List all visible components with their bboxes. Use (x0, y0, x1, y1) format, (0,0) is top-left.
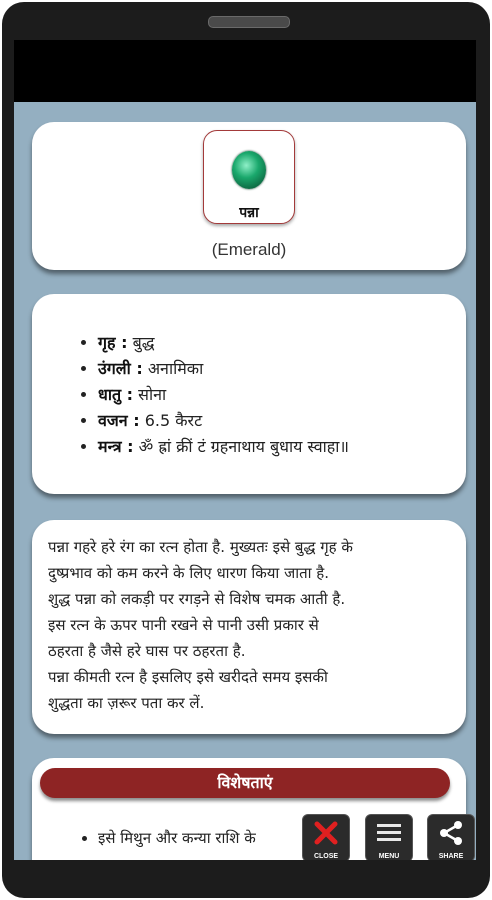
description-line: ठहरता है जैसे हरे घास पर ठहरता है. (48, 642, 246, 660)
description-line: दुष्प्रभाव को कम करने के लिए धारण किया जाता है. (48, 564, 330, 582)
attribute-item (98, 382, 349, 408)
attribute-value: 6.5 कैरट (139, 411, 203, 430)
attribute-value: ॐ ह्रां क्रीं टं ग्रहनाथाय बुधाय स्वाहा॥ (133, 437, 349, 456)
attribute-item (98, 434, 349, 460)
description-line: पन्ना गहरे हरे रंग का रत्न होता है. मुख्यतः इसे बुद्ध गृह के (48, 538, 353, 556)
attribute-key: गृह : (98, 333, 128, 352)
description-text (48, 534, 458, 716)
attribute-item (98, 408, 349, 434)
menu-icon (375, 819, 403, 847)
close-icon (312, 819, 340, 847)
phone-speaker (208, 16, 290, 28)
attribute-value: सोना (133, 385, 167, 404)
description-line: इस रत्न के ऊपर पानी रखने से पानी उसी प्रकार से (48, 616, 319, 634)
app-screen (14, 102, 476, 860)
menu-label: MENU (378, 853, 400, 860)
gem-name: पन्ना (239, 205, 259, 221)
gem-header-card (32, 122, 466, 270)
description-line: पन्ना कीमती रत्न है इसलिए इसे खरीदते समय इसकी (48, 668, 328, 686)
attribute-value: अनामिका (142, 359, 204, 378)
description-line: शुद्धता का ज़रूर पता कर लें. (48, 694, 205, 712)
attributes-card (32, 294, 466, 494)
close-button[interactable] (302, 814, 350, 860)
gem-image-box (203, 130, 295, 224)
description-line: शुद्ध पन्ना को लकड़ी पर रगड़ने से विशेष चमक आती है. (48, 590, 346, 608)
features-list (98, 826, 256, 850)
attribute-key: मन्त्र : (98, 437, 134, 456)
share-button[interactable] (427, 814, 475, 860)
description-card (32, 520, 466, 734)
feature-item: • इसे मिथुन और कन्या राशि के (98, 826, 256, 850)
status-bar (14, 40, 476, 102)
attribute-value: बुद्ध (127, 333, 155, 352)
menu-button[interactable] (365, 814, 413, 860)
attribute-key: उंगली : (98, 359, 143, 378)
emerald-gem-icon (232, 151, 266, 189)
attribute-key: धातु : (98, 385, 134, 404)
gem-english-name: (Emerald) (211, 240, 287, 259)
close-label: CLOSE (313, 853, 339, 860)
share-icon (437, 819, 465, 847)
attribute-item (98, 356, 349, 382)
attribute-key: वजन : (98, 411, 140, 430)
attributes-list (98, 330, 349, 460)
attribute-item (98, 330, 349, 356)
features-header: विशेषताएं (40, 768, 450, 798)
navigation-bar (14, 860, 476, 880)
share-label: SHARE (438, 853, 464, 860)
